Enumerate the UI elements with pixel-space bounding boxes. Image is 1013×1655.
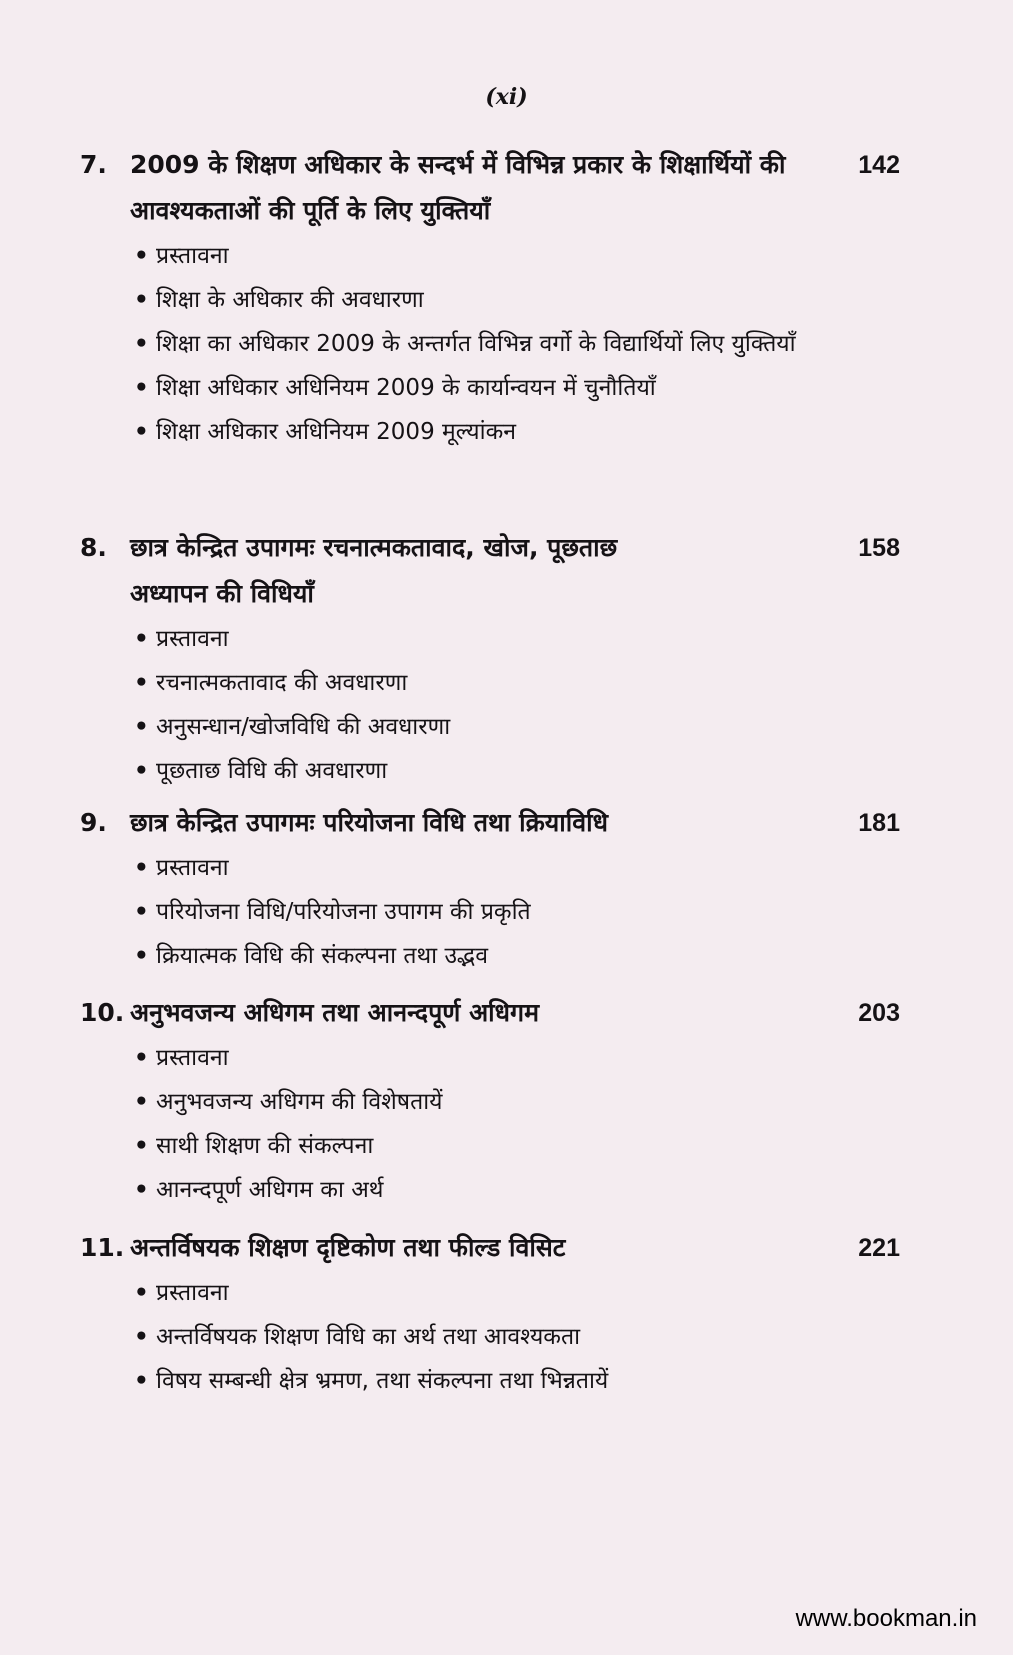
- chapter-page-number: 221: [858, 1234, 900, 1262]
- topic-item: • आनन्दपूर्ण अधिगम का अर्थ: [130, 1168, 900, 1212]
- chapter-title: अनुभवजन्य अधिगम तथा आनन्दपूर्ण अधिगम: [130, 998, 540, 1027]
- chapter-7: [80, 142, 900, 454]
- topic-list: [80, 1036, 900, 1212]
- website-url: www.bookman.in: [795, 1605, 977, 1632]
- topic-item: • परियोजना विधि/परियोजना उपागम की प्रकृति: [130, 890, 900, 934]
- topic-item: • प्रस्तावना: [130, 1271, 900, 1315]
- topic-item: • शिक्षा के अधिकार की अवधारणा: [130, 278, 900, 322]
- chapter-title: अन्तर्विषयक शिक्षण दृष्टिकोण तथा फील्ड विसिट: [130, 1233, 566, 1262]
- chapter-number: 8.: [80, 533, 107, 562]
- chapter-page-number: 158: [858, 534, 900, 562]
- topic-item: • प्रस्तावना: [130, 846, 900, 890]
- page-number: (xi): [485, 84, 528, 110]
- chapter-heading: [80, 800, 900, 846]
- chapter-title: 2009 के शिक्षण अधिकार के सन्दर्भ में विभिन्न प्रकार के शिक्षार्थियों की आवश्यकताओं की पूर्ति के लिए युक्तियाँ: [130, 150, 786, 225]
- topic-item: • साथी शिक्षण की संकल्पना: [130, 1124, 900, 1168]
- topic-item: • शिक्षा अधिकार अधिनियम 2009 मूल्यांकन: [130, 410, 900, 454]
- topic-list: [80, 846, 900, 978]
- chapter-page-number: 181: [858, 809, 900, 837]
- topic-item: • प्रस्तावना: [130, 617, 900, 661]
- topic-list: [80, 234, 900, 454]
- chapter-8: [80, 525, 900, 793]
- chapter-title: छात्र केन्द्रित उपागमः रचनात्मकतावाद, खोज, पूछताछ अध्यापन की विधियाँ: [130, 533, 618, 608]
- chapter-title: छात्र केन्द्रित उपागमः परियोजना विधि तथा क्रियाविधि: [130, 808, 608, 837]
- topic-item: • शिक्षा अधिकार अधिनियम 2009 के कार्यान्वयन में चुनौतियाँ: [130, 366, 900, 410]
- chapter-heading: [80, 525, 900, 617]
- topic-item: • विषय सम्बन्धी क्षेत्र भ्रमण, तथा संकल्पना तथा भिन्नतायें: [130, 1359, 900, 1403]
- chapter-page-number: 142: [858, 151, 900, 179]
- chapter-9: [80, 800, 900, 978]
- chapter-number: 9.: [80, 808, 107, 837]
- topic-item: • प्रस्तावना: [130, 1036, 900, 1080]
- topic-item: • अनुभवजन्य अधिगम की विशेषतायें: [130, 1080, 900, 1124]
- topic-item: • अनुसन्धान/खोजविधि की अवधारणा: [130, 705, 900, 749]
- chapter-page-number: 203: [858, 999, 900, 1027]
- topic-list: [80, 1271, 900, 1403]
- chapter-number: 7.: [80, 150, 107, 179]
- chapter-10: [80, 990, 900, 1212]
- chapter-heading: [80, 142, 900, 234]
- topic-item: • क्रियात्मक विधि की संकल्पना तथा उद्भव: [130, 934, 900, 978]
- chapter-number: 10.: [80, 998, 125, 1027]
- topic-item: • पूछताछ विधि की अवधारणा: [130, 749, 900, 793]
- topic-item: • प्रस्तावना: [130, 234, 900, 278]
- chapter-number: 11.: [80, 1233, 125, 1262]
- topic-item: • अन्तर्विषयक शिक्षण विधि का अर्थ तथा आवश्यकता: [130, 1315, 900, 1359]
- topic-item: • रचनात्मकतावाद की अवधारणा: [130, 661, 900, 705]
- topic-list: [80, 617, 900, 793]
- topic-item: • शिक्षा का अधिकार 2009 के अन्तर्गत विभिन्न वर्गो के विद्यार्थियों लिए युक्तियाँ: [130, 322, 900, 366]
- chapter-heading: [80, 1225, 900, 1271]
- chapter-11: [80, 1225, 900, 1403]
- chapter-heading: [80, 990, 900, 1036]
